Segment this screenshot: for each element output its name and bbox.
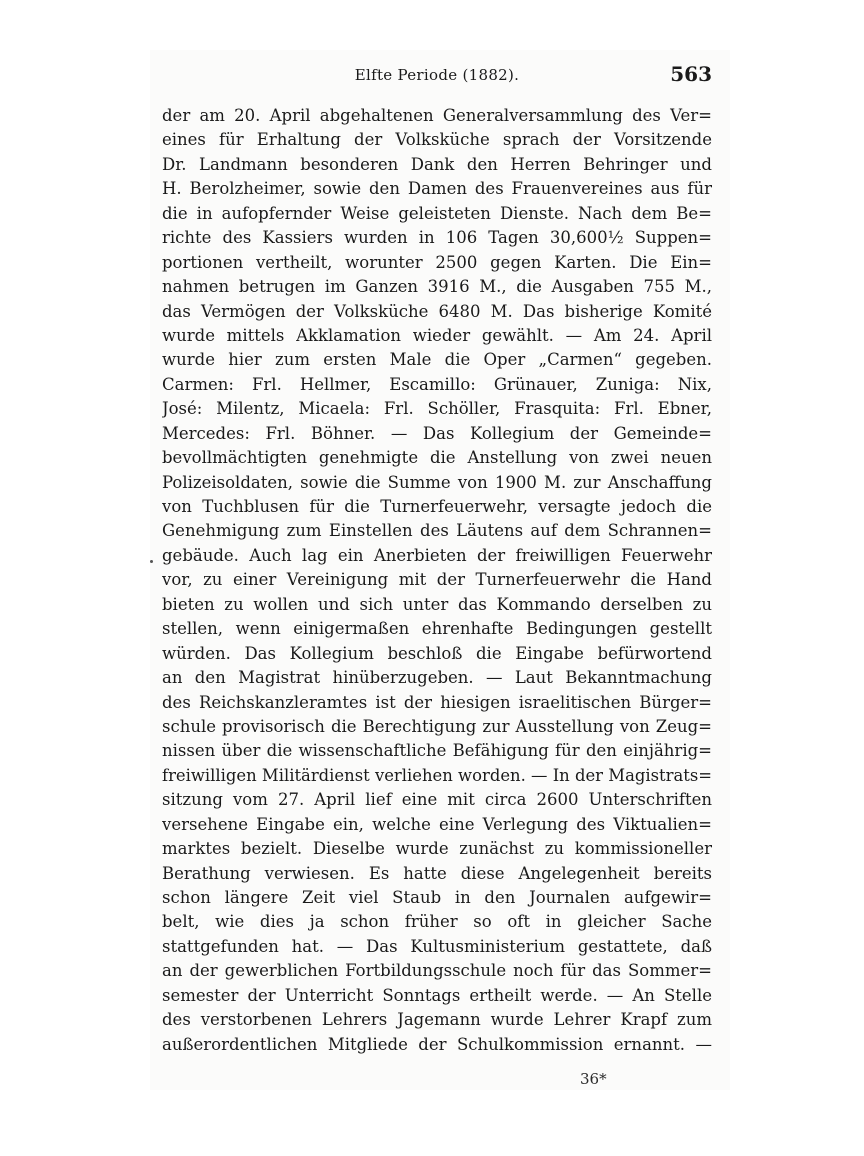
text-line: der am 20. April abgehaltenen Generalversammlung des Ver=	[162, 106, 712, 125]
text-line: H. Berolzheimer, sowie den Damen des Frauenvereines aus für	[162, 179, 712, 199]
text-line: die in aufopfernder Weise geleisteten Dienste. Nach dem Be=	[162, 203, 712, 223]
text-line: sitzung vom 27. April lief eine mit circa 2600 Unterschriften	[162, 790, 712, 810]
text-line: portionen vertheilt, worunter 2500 gegen Karten. Die Ein=	[162, 252, 712, 272]
page-number: 563	[670, 62, 712, 86]
text-line: Genehmigung zum Einstellen des Läutens auf dem Schrannen=	[162, 521, 712, 541]
page-header	[162, 62, 712, 90]
text-line: nissen über die wissenschaftliche Befähigung für den einjährig=	[162, 741, 712, 761]
text-line: würden. Das Kollegium beschloß die Eingabe befürwortend	[162, 643, 712, 663]
text-line: nahmen betrugen im Ganzen 3916 M., die Ausgaben 755 M.,	[162, 277, 712, 297]
text-line: an der gewerblichen Fortbildungsschule noch für das Sommer=	[162, 961, 712, 981]
text-line: schon längere Zeit viel Staub in den Journalen aufgewir=	[162, 888, 712, 907]
text-line: das Vermögen der Volksküche 6480 M. Das bisherige Komité	[162, 301, 712, 321]
text-line: stellen, wenn einigermaßen ehrenhafte Bedingungen gestellt	[162, 619, 712, 639]
text-line: Berathung verwiesen. Es hatte diese Angelegenheit bereits	[162, 863, 712, 883]
text-line: Mercedes: Frl. Böhner. — Das Kollegium der Gemeinde=	[162, 423, 712, 443]
text-line: Carmen: Frl. Hellmer, Escamillo: Grünauer, Zuniga: Nix,	[162, 374, 712, 394]
text-line: semester der Unterricht Sonntags ertheilt werde. — An Stelle	[162, 985, 712, 1005]
text-line: stattgefunden hat. — Das Kultusministerium gestattete, daß	[162, 936, 712, 956]
text-line: versehene Eingabe ein, welche eine Verlegung des Viktualien=	[162, 814, 712, 834]
text-line: an den Magistrat hinüberzugeben. — Laut Bekanntmachung	[162, 668, 712, 688]
text-line: eines für Erhaltung der Volksküche sprach der Vorsitzende	[162, 130, 712, 150]
text-line: wurde hier zum ersten Male die Oper „Carmen“ gegeben.	[162, 350, 712, 370]
text-line: freiwilligen Militärdienst verliehen worden. — In der Magistrats=	[162, 765, 712, 785]
text-line: richte des Kassiers wurden in 106 Tagen 30,600½ Suppen=	[162, 228, 712, 248]
text-line: des verstorbenen Lehrers Jagemann wurde Lehrer Krapf zum	[162, 1010, 712, 1030]
text-line: von Tuchblusen für die Turnerfeuerwehr, versagte jedoch die	[162, 497, 712, 516]
signature-mark: 36*	[580, 1070, 607, 1088]
text-line: schule provisorisch die Berechtigung zur Ausstellung von Zeug=	[162, 716, 712, 736]
margin-mark	[150, 560, 153, 563]
text-line: des Reichskanzleramtes ist der hiesigen israelitischen Bürger=	[162, 692, 712, 712]
text-line: gebäude. Auch lag ein Anerbieten der freiwilligen Feuerwehr	[162, 545, 712, 565]
body-text	[162, 104, 712, 1057]
text-line: marktes bezielt. Dieselbe wurde zunächst zu kommissioneller	[162, 839, 712, 859]
text-line: vor, zu einer Vereinigung mit der Turnerfeuerwehr die Hand	[162, 570, 712, 590]
running-title: Elfte Periode (1882).	[354, 66, 520, 84]
text-line: wurde mittels Akklamation wieder gewählt. — Am 24. April	[162, 325, 712, 345]
text-line: bevollmächtigten genehmigte die Anstellung von zwei neuen	[162, 448, 712, 468]
text-line: belt, wie dies ja schon früher so oft in gleicher Sache	[162, 912, 712, 932]
text-line: bieten zu wollen und sich unter das Kommando derselben zu	[162, 594, 712, 614]
text-line: außerordentlichen Mitgliede der Schulkommission ernannt. —	[162, 1034, 712, 1054]
text-line: Polizeisoldaten, sowie die Summe von 1900 M. zur Anschaffung	[162, 472, 712, 492]
text-line: José: Milentz, Micaela: Frl. Schöller, Frasquita: Frl. Ebner,	[162, 399, 712, 419]
text-line: Dr. Landmann besonderen Dank den Herren Behringer und	[162, 154, 712, 174]
